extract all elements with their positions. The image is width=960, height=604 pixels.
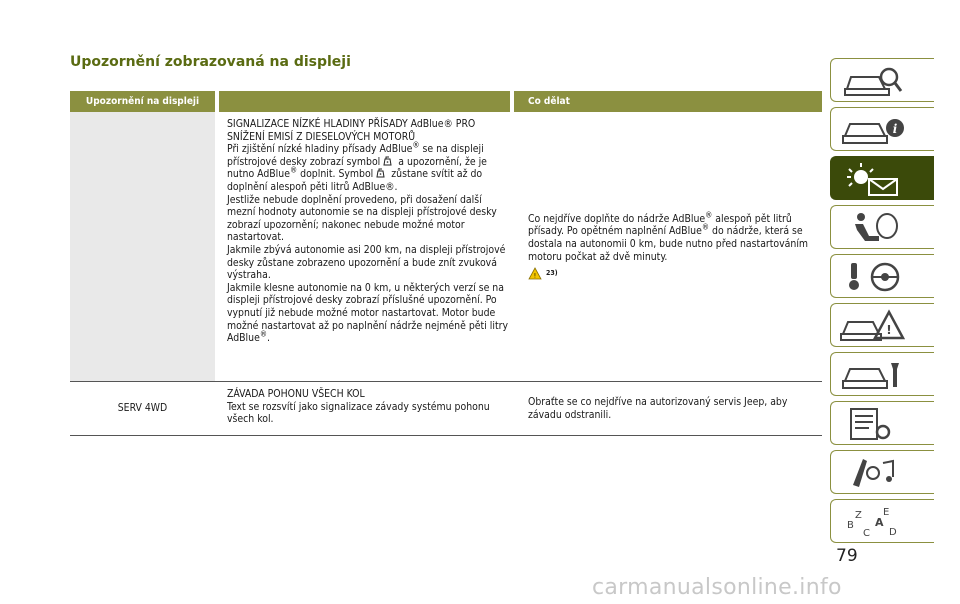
tab-car-info[interactable] xyxy=(830,107,934,151)
page-number: 79 xyxy=(836,546,858,566)
emergency-triangle-icon xyxy=(839,308,909,344)
row-heading: SIGNALIZACE NÍZKÉ HLADINY PŘÍSADY AdBlue® PRO SNÍŽENÍ EMISÍ Z DIESELOVÝCH MOTORŮ xyxy=(227,118,476,143)
svg-text:!: ! xyxy=(533,272,537,280)
row-paragraph: Jakmile zbývá autonomie asi 200 km, na displeji přístrojové desky zůstane zobrazeno upozornění a bude znít zvuková výstraha. xyxy=(227,243,506,282)
row-description xyxy=(215,112,514,381)
section-title: Upozornění zobrazovaná na displeji xyxy=(70,54,351,70)
registered-mark: ® xyxy=(289,165,298,175)
index-letter: E xyxy=(883,507,890,518)
tab-maintenance[interactable] xyxy=(830,352,934,396)
registered-mark: ® xyxy=(705,210,713,220)
tab-technical-data[interactable] xyxy=(830,401,934,445)
tab-car-search[interactable] xyxy=(830,58,934,102)
seat-airbag-icon xyxy=(839,210,909,246)
row-paragraph: Jestliže nebude doplnění provedeno, při dosažení další mezní hodnoty autonomie se na displeji přístrojové desky zobrazí upozornění; nakonec nebude možné motor nastartovat. xyxy=(227,193,497,244)
car-search-icon xyxy=(839,63,909,99)
row-display-text xyxy=(70,112,215,381)
row-action-text: Co nejdříve doplňte do nádrže AdBlue® alespoň pět litrů přísady. Po opětném naplnění AdBlue® do nádrže, která se dostala na autonomii 0 km, bude nutno před nastartováním motoru počkat až dvě minuty. xyxy=(528,210,809,263)
row-paragraph: Jakmile klesne autonomie na 0 km, u některých verzí se na displeji přístrojové desky zobrazí příslušné upozornění. Po vypnutí již nebude možné motor nastartovat. Motor bude možné nastartovat až po naplnění nádrže nejméně pěti litry AdBlue®. xyxy=(227,281,508,345)
index-letter: C xyxy=(863,528,870,539)
car-maintenance-icon xyxy=(839,357,909,393)
header-description xyxy=(215,91,514,112)
table-row xyxy=(70,382,822,436)
row-paragraph: Text se rozsvítí jako signalizace závady systému pohonu všech kol. xyxy=(227,400,490,426)
row-description xyxy=(215,382,514,435)
index-letter: B xyxy=(847,520,854,531)
warning-ref-number: 23) xyxy=(546,269,558,278)
tab-multimedia[interactable] xyxy=(830,450,934,494)
registered-mark: ® xyxy=(701,222,710,232)
key-steering-wheel-icon xyxy=(839,259,909,295)
technical-data-icon xyxy=(839,406,909,442)
header-description-fill xyxy=(219,91,510,112)
tab-index[interactable] xyxy=(830,499,934,543)
row-display-text: SERV 4WD xyxy=(117,402,168,415)
svg-text:i: i xyxy=(892,122,898,136)
tab-warning-lights[interactable] xyxy=(830,156,934,200)
adblue-icon xyxy=(375,168,386,178)
tab-emergency[interactable] xyxy=(830,303,934,347)
header-what-to-do: Co dělat xyxy=(528,96,570,107)
watermark: carmanualsonline.info xyxy=(592,575,842,600)
row-action xyxy=(514,112,822,381)
table-row xyxy=(70,112,822,382)
warnings-table xyxy=(70,91,822,436)
table-header xyxy=(70,91,822,112)
row-paragraph: Při zjištění nízké hladiny přísady AdBlue® se na displeji přístrojové desky zobrazí symbol a upozornění, že je nutno AdBlue® doplnit. Symbol zůstane svítit až do doplnění alespoň pěti litrů AdBlue®. xyxy=(227,140,487,193)
car-info-icon xyxy=(839,112,909,148)
svg-text:!: ! xyxy=(886,323,892,337)
tab-starting-driving[interactable] xyxy=(830,254,934,298)
header-display-message: Upozornění na displeji xyxy=(70,91,215,112)
index-letter: A xyxy=(875,516,884,529)
row-action-text: Obraťte se co nejdříve na autorizovaný servis Jeep, aby závadu odstranili. xyxy=(528,395,788,421)
index-letter: D xyxy=(889,527,897,538)
registered-mark: ® xyxy=(412,140,420,150)
index-letter: Z xyxy=(855,510,862,521)
adblue-icon xyxy=(382,156,393,166)
row-heading: ZÁVADA POHONU VŠECH KOL xyxy=(227,388,365,400)
alphabetical-index-icon xyxy=(839,504,909,540)
warning-reference xyxy=(528,267,818,280)
multimedia-icon xyxy=(839,455,909,491)
row-action xyxy=(514,382,822,435)
registered-mark: ® xyxy=(259,329,268,339)
warning-triangle-icon xyxy=(528,267,542,280)
warning-light-message-icon xyxy=(839,161,909,197)
tab-safety[interactable] xyxy=(830,205,934,249)
